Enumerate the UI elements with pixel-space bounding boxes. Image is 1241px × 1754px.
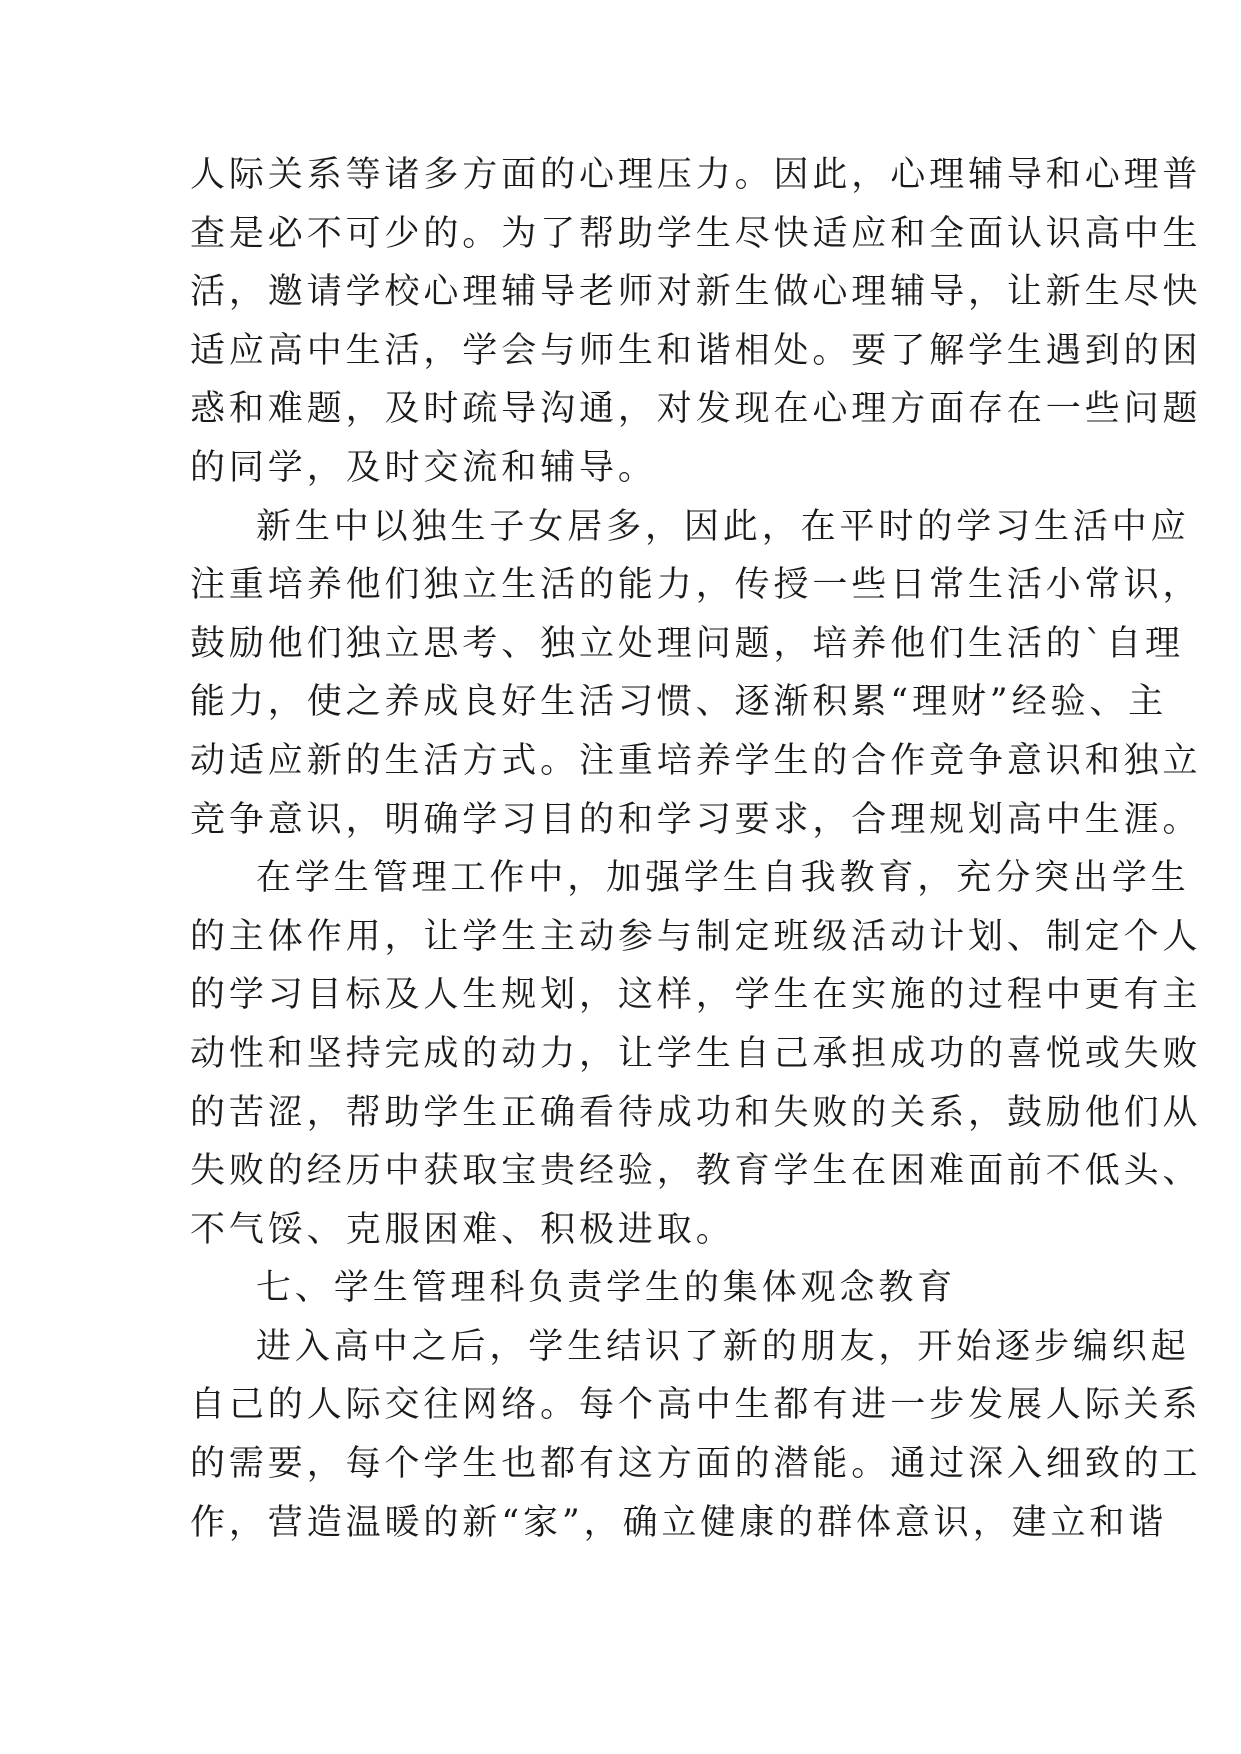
text-line: 鼓励他们独立思考、独立处理问题，培养他们生活的`自理	[190, 623, 1184, 664]
text-line: 动性和坚持完成的动力，让学生自己承担成功的喜悦或失败	[190, 1033, 1202, 1074]
text-line: 自己的人际交往网络。每个高中生都有进一步发展人际关系	[190, 1385, 1202, 1426]
text-line: 不气馁、克服困难、积极进取。	[190, 1209, 735, 1250]
paragraph-start-line: 进入高中之后，学生结识了新的朋友，开始逐步编织起	[256, 1326, 1190, 1367]
section-heading: 七、学生管理科负责学生的集体观念教育	[256, 1268, 957, 1309]
text-line: 作，营造温暖的新“家”，确立健康的群体意识，建立和谐	[190, 1502, 1168, 1543]
text-line: 的需要，每个学生也都有这方面的潜能。通过深入细致的工	[190, 1444, 1202, 1485]
text-line: 的主体作用，让学生主动参与制定班级活动计划、制定个人	[190, 916, 1202, 957]
text-line: 动适应新的生活方式。注重培养学生的合作竞争意识和独立	[190, 740, 1202, 781]
text-line: 的学习目标及人生规划，这样，学生在实施的过程中更有主	[190, 975, 1202, 1016]
text-line: 竞争意识，明确学习目的和学习要求，合理规划高中生涯。	[190, 799, 1202, 840]
document-body	[190, 146, 1202, 1552]
text-line: 的苦涩，帮助学生正确看待成功和失败的关系，鼓励他们从	[190, 1092, 1202, 1133]
paragraph-start-line: 在学生管理工作中，加强学生自我教育，充分突出学生	[256, 858, 1190, 899]
paragraph-start-line: 新生中以独生子女居多，因此，在平时的学习生活中应	[256, 506, 1190, 547]
text-line: 查是必不可少的。为了帮助学生尽快适应和全面认识高中生	[190, 213, 1202, 254]
text-line: 惑和难题，及时疏导沟通，对发现在心理方面存在一些问题	[190, 389, 1202, 430]
text-line: 适应高中生活，学会与师生和谐相处。要了解学生遇到的困	[190, 330, 1202, 371]
text-line: 的同学，及时交流和辅导。	[190, 447, 657, 488]
text-line: 能力，使之养成良好生活习惯、逐渐积累“理财”经验、主	[190, 682, 1168, 723]
text-line: 活，邀请学校心理辅导老师对新生做心理辅导，让新生尽快	[190, 272, 1202, 313]
text-line: 注重培养他们独立生活的能力，传授一些日常生活小常识，	[190, 565, 1202, 606]
text-line: 失败的经历中获取宝贵经验，教育学生在困难面前不低头、	[190, 1151, 1202, 1192]
text-line: 人际关系等诸多方面的心理压力。因此，心理辅导和心理普	[190, 155, 1202, 195]
